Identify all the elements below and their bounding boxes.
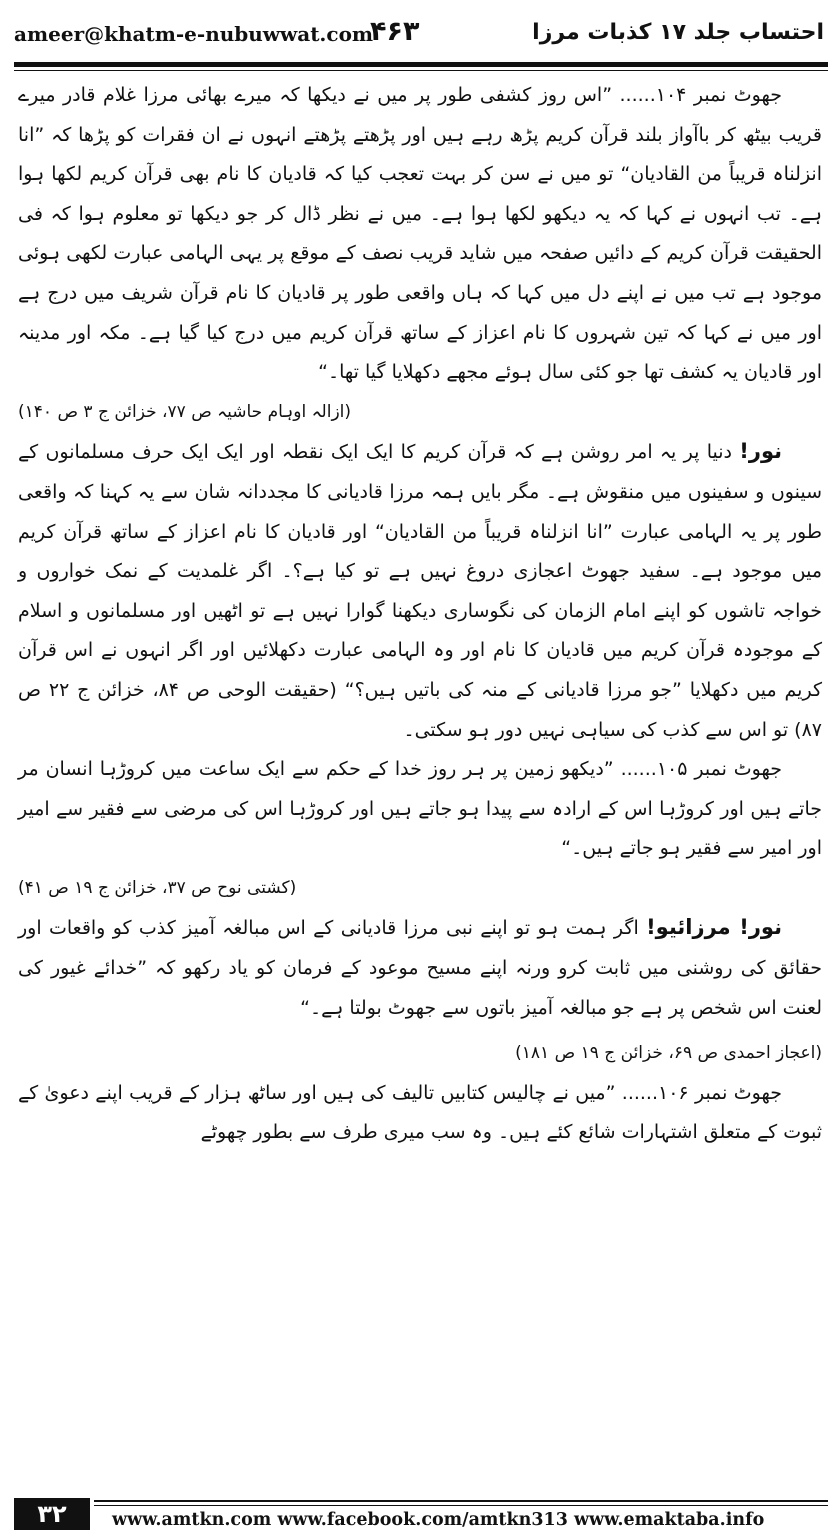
- footer-rule-thick: [94, 1500, 828, 1502]
- paragraph-lie-105: جھوٹ نمبر ۱۰۵...... ”دیکھو زمین پر ہر روز خدا کے حکم سے ایک ساعت میں کروڑہا انسان مر جاتے ہیں اور کروڑہا اس کے ارادہ سے پیدا ہو جاتے ہیں اور کروڑہا اس کی مرضی سے فقیر سے امیر اور امیر سے فقیر ہو جاتے ہیں۔“: [18, 758, 822, 860]
- paragraph-lie-106: جھوٹ نمبر ۱۰۶...... ”میں نے چالیس کتابیں تالیف کی ہیں اور ساٹھ ہزار کے قریب اپنے دعویٰ کے ثبوت کے متعلق اشتہارات شائع کئے ہیں۔ وہ سب میری طرف سے بطور چھوٹے: [18, 1081, 822, 1144]
- noor-mirzaiyo-label: نور! مرزائیو!: [646, 915, 782, 940]
- header-rule-thick: [14, 62, 828, 67]
- page-body: [18, 76, 822, 1153]
- paragraph-lie-104: جھوٹ نمبر ۱۰۴...... ”اس روز کشفی طور پر میں نے دیکھا کہ میرے بھائی مرزا غلام قادر میرے قریب بیٹھ کر باآواز بلند قرآن کریم پڑھ رہے ہیں اور پڑھتے پڑھتے انہوں نے ان فقرات کو پڑھا کہ ”انا انزلناہ قریباً من القادیان“ تو میں نے سن کر بہت تعجب کیا کہ قادیان کا نام بھی قرآن کریم لکھا ہوا ہے۔ تب انہوں نے کہا کہ یہ دیکھو لکھا ہوا ہے۔ میں نے نظر ڈال کر جو دیکھا تو معلوم ہوا کہ فی الحقیقت قرآن کریم کے دائیں صفحہ میں شاید قریب نصف کے موقع پر یہی الہامی عبارت لکھی ہوئی موجود ہے تب میں نے اپنے دل میں کہا کہ ہاں واقعی طور پر قادیان کا نام قرآن شریف میں درج ہے اور میں نے کہا کہ تین شہروں کا نام اعزاز کے ساتھ قرآن کریم میں درج کیا گیا ہے۔ مکہ اور مدینہ اور قادیان یہ کشف تھا جو کئی سال ہوئے مجھے دکھلایا گیا تھا۔“: [18, 84, 822, 384]
- paragraph-noor-reply-2: [18, 908, 822, 1028]
- page-footer: [0, 1492, 840, 1540]
- page-number: ۴۶۳: [370, 16, 420, 47]
- noor-label: نور!: [739, 439, 782, 464]
- paragraph-noor-reply-1: [18, 432, 822, 750]
- footer-page-number: ۳۲: [14, 1498, 90, 1530]
- email-address: ameer@khatm-e-nubuwwat.com: [14, 22, 374, 46]
- paragraph-noor-reply-1-text: دنیا پر یہ امر روشن ہے کہ قرآن کریم کا ایک ایک نقطہ اور ایک ایک حرف مسلمانوں کے سینوں و سفینوں میں منقوش ہے۔ مگر بایں ہمہ مرزا قادیانی کا مجددانہ شان سے یہ کہنا کہ واقعی طور پر یہ الہامی عبارت ”انا انزلناہ قریباً من القادیان“ اور قادیان کا نام اعزاز کے ساتھ قرآن کریم میں موجود ہے۔ سفید جھوٹ اعجازی دروغ نہیں ہے تو کیا ہے؟۔ اگر غلمدیت کے نمک خواروں و خواجہ تاشوں کو اپنے امام الزمان کی نگوساری دیکھنا گوارا نہیں ہے تو اٹھیں اور مسلمانوں و اسلام کے موجودہ قرآن کریم میں قادیان کا نام اور وہ الہامی عبارت دکھلائیں اور اگر انہوں نے اس قرآن کریم میں دکھلایا ”جو مرزا قادیانی کے منہ کی باتیں ہیں؟“ (حقیقت الوحی ص ۸۴، خزائن ج ۲۲ ص ۸۷) تو اس سے کذب کی سیاہی نہیں دور ہو سکتی۔: [18, 441, 823, 741]
- header-rule-thin: [14, 70, 828, 71]
- page-header: [0, 0, 840, 66]
- reference-ijaz-ahmadi: (اعجاز احمدی ص ۶۹، خزائن ج ۱۹ ص ۱۸۱): [515, 1043, 822, 1064]
- footer-websites: www.amtkn.com www.facebook.com/amtkn313 www.emaktaba.info: [112, 1510, 765, 1530]
- reference-kashti-nooh: (کشتی نوح ص ۳۷، خزائن ج ۱۹ ص ۴۱): [18, 877, 297, 898]
- footer-rule-thin: [94, 1505, 828, 1506]
- paragraph-noor-reply-2-text: اگر ہمت ہو تو اپنے نبی مرزا قادیانی کے اس مبالغہ آمیز کذب کو واقعات اور حقائق کی روشنی میں ثابت کرو ورنہ اپنے مسیح موعود کے فرمان کو یاد رکھو کہ ”خدائے غیور کی لعنت اس شخص پر ہے جو مبالغہ آمیز باتوں سے جھوٹ بولتا ہے۔“: [18, 917, 822, 1019]
- book-title: احتساب جلد ۱۷ کذبات مرزا: [532, 20, 824, 45]
- reference-izala-auham: (ازالہ اوہام حاشیہ ص ۷۷، خزائن ج ۳ ص ۱۴۰): [18, 401, 352, 422]
